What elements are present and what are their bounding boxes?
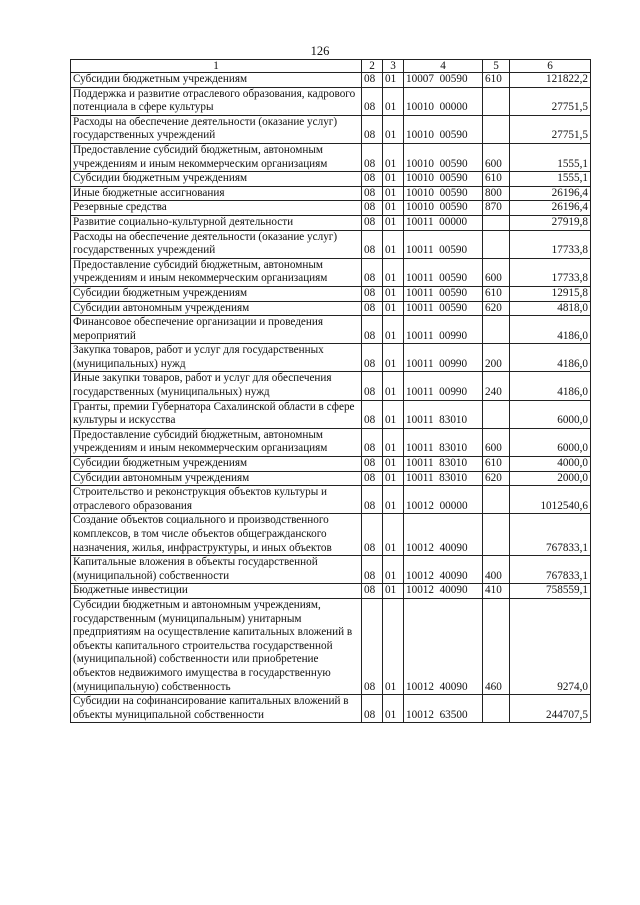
row-target-article-cell: 10011 83010 xyxy=(404,471,483,486)
row-name-cell: Поддержка и развитие отраслевого образования, кадрового потенциала в сфере культуры xyxy=(71,87,362,115)
row-section-cell: 08 xyxy=(362,186,383,201)
row-amount-cell: 27751,5 xyxy=(510,87,591,115)
row-name-cell: Строительство и реконструкция объектов культуры и отраслевого образования xyxy=(71,486,362,514)
row-expense-type-cell: 610 xyxy=(483,457,510,472)
row-target-article-cell: 10012 00000 xyxy=(404,486,483,514)
row-name-cell: Закупка товаров, работ и услуг для государственных (муниципальных) нужд xyxy=(71,344,362,372)
row-amount-cell: 1555,1 xyxy=(510,172,591,187)
row-target-article-cell: 10012 40090 xyxy=(404,584,483,599)
row-amount-cell: 4186,0 xyxy=(510,344,591,372)
row-expense-type-cell: 620 xyxy=(483,471,510,486)
row-section-cell: 08 xyxy=(362,143,383,171)
row-expense-type-cell: 870 xyxy=(483,201,510,216)
row-section-cell: 08 xyxy=(362,258,383,286)
row-name-cell: Резервные средства xyxy=(71,201,362,216)
row-subsection-cell: 01 xyxy=(383,186,404,201)
table-row xyxy=(71,172,591,187)
row-subsection-cell: 01 xyxy=(383,556,404,584)
header-col-1: 1 xyxy=(71,60,362,73)
row-section-cell: 08 xyxy=(362,316,383,344)
row-section-cell: 08 xyxy=(362,215,383,230)
row-amount-cell: 17733,8 xyxy=(510,230,591,258)
row-expense-type-cell: 610 xyxy=(483,286,510,301)
row-amount-cell: 767833,1 xyxy=(510,556,591,584)
header-col-2: 2 xyxy=(362,60,383,73)
row-target-article-cell: 10011 00590 xyxy=(404,258,483,286)
row-target-article-cell: 10011 83010 xyxy=(404,428,483,456)
row-expense-type-cell: 600 xyxy=(483,143,510,171)
row-section-cell: 08 xyxy=(362,514,383,556)
row-name-cell: Предоставление субсидий бюджетным, автономным учреждениям и иным некоммерческим организациям xyxy=(71,428,362,456)
row-section-cell: 08 xyxy=(362,286,383,301)
row-subsection-cell: 01 xyxy=(383,598,404,694)
page-number: 126 xyxy=(310,44,330,58)
row-subsection-cell: 01 xyxy=(383,344,404,372)
row-target-article-cell: 10010 00590 xyxy=(404,201,483,216)
row-expense-type-cell: 620 xyxy=(483,301,510,316)
row-amount-cell: 4186,0 xyxy=(510,316,591,344)
row-amount-cell: 6000,0 xyxy=(510,400,591,428)
row-target-article-cell: 10011 00590 xyxy=(404,286,483,301)
row-name-cell: Субсидии бюджетным учреждениям xyxy=(71,286,362,301)
row-expense-type-cell xyxy=(483,400,510,428)
header-col-4: 4 xyxy=(404,60,483,73)
row-target-article-cell: 10010 00590 xyxy=(404,186,483,201)
row-name-cell: Субсидии автономным учреждениям xyxy=(71,301,362,316)
table-row xyxy=(71,316,591,344)
row-subsection-cell: 01 xyxy=(383,73,404,88)
row-subsection-cell: 01 xyxy=(383,172,404,187)
table-row xyxy=(71,695,591,723)
row-subsection-cell: 01 xyxy=(383,400,404,428)
row-expense-type-cell xyxy=(483,87,510,115)
row-section-cell: 08 xyxy=(362,428,383,456)
row-section-cell: 08 xyxy=(362,486,383,514)
row-subsection-cell: 01 xyxy=(383,471,404,486)
table-row xyxy=(71,471,591,486)
row-expense-type-cell: 600 xyxy=(483,428,510,456)
row-target-article-cell: 10011 83010 xyxy=(404,400,483,428)
table-row xyxy=(71,344,591,372)
row-section-cell: 08 xyxy=(362,598,383,694)
row-amount-cell: 12915,8 xyxy=(510,286,591,301)
row-subsection-cell: 01 xyxy=(383,258,404,286)
row-target-article-cell: 10012 40090 xyxy=(404,598,483,694)
row-subsection-cell: 01 xyxy=(383,143,404,171)
row-section-cell: 08 xyxy=(362,471,383,486)
row-target-article-cell: 10012 63500 xyxy=(404,695,483,723)
row-target-article-cell: 10011 00990 xyxy=(404,372,483,400)
table-row xyxy=(71,73,591,88)
row-expense-type-cell: 410 xyxy=(483,584,510,599)
row-target-article-cell: 10010 00000 xyxy=(404,87,483,115)
header-col-6: 6 xyxy=(510,60,591,73)
row-expense-type-cell xyxy=(483,316,510,344)
row-amount-cell: 26196,4 xyxy=(510,201,591,216)
row-expense-type-cell: 610 xyxy=(483,172,510,187)
row-name-cell: Бюджетные инвестиции xyxy=(71,584,362,599)
row-amount-cell: 4818,0 xyxy=(510,301,591,316)
row-name-cell: Предоставление субсидий бюджетным, автономным учреждениям и иным некоммерческим организациям xyxy=(71,258,362,286)
row-section-cell: 08 xyxy=(362,695,383,723)
row-amount-cell: 2000,0 xyxy=(510,471,591,486)
row-section-cell: 08 xyxy=(362,457,383,472)
row-subsection-cell: 01 xyxy=(383,286,404,301)
row-subsection-cell: 01 xyxy=(383,514,404,556)
table-row xyxy=(71,400,591,428)
row-target-article-cell: 10011 83010 xyxy=(404,457,483,472)
row-target-article-cell: 10010 00590 xyxy=(404,172,483,187)
table-row xyxy=(71,87,591,115)
row-section-cell: 08 xyxy=(362,230,383,258)
row-amount-cell: 244707,5 xyxy=(510,695,591,723)
row-amount-cell: 4186,0 xyxy=(510,372,591,400)
row-name-cell: Иные закупки товаров, работ и услуг для обеспечения государственных (муниципальных) нужд xyxy=(71,372,362,400)
header-col-5: 5 xyxy=(483,60,510,73)
row-name-cell: Субсидии бюджетным учреждениям xyxy=(71,457,362,472)
row-name-cell: Субсидии бюджетным и автономным учреждениям, государственным (муниципальным) унитарным предприятиям на осуществление капитальных вложений в объекты капитального строительства государственной (муниципальной) собственности или приобретение объектов недвижимого имущества в государственную (муниципальную) собственность xyxy=(71,598,362,694)
row-section-cell: 08 xyxy=(362,201,383,216)
row-amount-cell: 4000,0 xyxy=(510,457,591,472)
row-target-article-cell: 10011 00990 xyxy=(404,316,483,344)
row-expense-type-cell xyxy=(483,230,510,258)
row-expense-type-cell: 600 xyxy=(483,258,510,286)
row-expense-type-cell xyxy=(483,695,510,723)
row-subsection-cell: 01 xyxy=(383,457,404,472)
row-amount-cell: 1012540,6 xyxy=(510,486,591,514)
row-amount-cell: 26196,4 xyxy=(510,186,591,201)
row-subsection-cell: 01 xyxy=(383,201,404,216)
row-subsection-cell: 01 xyxy=(383,584,404,599)
table-row xyxy=(71,457,591,472)
row-section-cell: 08 xyxy=(362,115,383,143)
row-expense-type-cell: 240 xyxy=(483,372,510,400)
row-expense-type-cell: 400 xyxy=(483,556,510,584)
row-name-cell: Расходы на обеспечение деятельности (оказание услуг) государственных учреждений xyxy=(71,230,362,258)
row-amount-cell: 9274,0 xyxy=(510,598,591,694)
table-row xyxy=(71,486,591,514)
row-amount-cell: 121822,2 xyxy=(510,73,591,88)
row-section-cell: 08 xyxy=(362,556,383,584)
row-target-article-cell: 10010 00590 xyxy=(404,143,483,171)
row-section-cell: 08 xyxy=(362,301,383,316)
row-expense-type-cell xyxy=(483,514,510,556)
row-expense-type-cell xyxy=(483,486,510,514)
row-target-article-cell: 10007 00590 xyxy=(404,73,483,88)
row-name-cell: Развитие социально-культурной деятельности xyxy=(71,215,362,230)
row-amount-cell: 27751,5 xyxy=(510,115,591,143)
row-amount-cell: 758559,1 xyxy=(510,584,591,599)
row-subsection-cell: 01 xyxy=(383,115,404,143)
row-amount-cell: 17733,8 xyxy=(510,258,591,286)
row-target-article-cell: 10010 00590 xyxy=(404,115,483,143)
table-row xyxy=(71,372,591,400)
row-subsection-cell: 01 xyxy=(383,428,404,456)
table-row xyxy=(71,286,591,301)
row-name-cell: Субсидии на софинансирование капитальных вложений в объекты муниципальной собственности xyxy=(71,695,362,723)
row-target-article-cell: 10012 40090 xyxy=(404,556,483,584)
table-row xyxy=(71,115,591,143)
row-name-cell: Субсидии автономным учреждениям xyxy=(71,471,362,486)
row-expense-type-cell: 460 xyxy=(483,598,510,694)
row-subsection-cell: 01 xyxy=(383,301,404,316)
row-section-cell: 08 xyxy=(362,73,383,88)
row-amount-cell: 6000,0 xyxy=(510,428,591,456)
table-row xyxy=(71,201,591,216)
table-row xyxy=(71,258,591,286)
row-subsection-cell: 01 xyxy=(383,215,404,230)
table-row xyxy=(71,514,591,556)
row-expense-type-cell xyxy=(483,215,510,230)
table-row xyxy=(71,556,591,584)
table-row xyxy=(71,301,591,316)
table-row xyxy=(71,186,591,201)
row-name-cell: Гранты, премии Губернатора Сахалинской области в сфере культуры и искусства xyxy=(71,400,362,428)
row-section-cell: 08 xyxy=(362,87,383,115)
row-amount-cell: 767833,1 xyxy=(510,514,591,556)
row-name-cell: Субсидии бюджетным учреждениям xyxy=(71,172,362,187)
row-name-cell: Предоставление субсидий бюджетным, автономным учреждениям и иным некоммерческим организациям xyxy=(71,143,362,171)
header-col-3: 3 xyxy=(383,60,404,73)
row-subsection-cell: 01 xyxy=(383,372,404,400)
row-target-article-cell: 10011 00590 xyxy=(404,301,483,316)
row-subsection-cell: 01 xyxy=(383,87,404,115)
row-section-cell: 08 xyxy=(362,584,383,599)
table-row xyxy=(71,230,591,258)
row-subsection-cell: 01 xyxy=(383,316,404,344)
table-body xyxy=(71,73,591,723)
row-section-cell: 08 xyxy=(362,400,383,428)
row-expense-type-cell: 200 xyxy=(483,344,510,372)
row-subsection-cell: 01 xyxy=(383,230,404,258)
row-expense-type-cell: 610 xyxy=(483,73,510,88)
row-subsection-cell: 01 xyxy=(383,695,404,723)
table-row xyxy=(71,598,591,694)
table-row xyxy=(71,215,591,230)
table-row xyxy=(71,584,591,599)
row-target-article-cell: 10011 00990 xyxy=(404,344,483,372)
table-row xyxy=(71,143,591,171)
row-name-cell: Иные бюджетные ассигнования xyxy=(71,186,362,201)
row-expense-type-cell: 800 xyxy=(483,186,510,201)
table-header-row xyxy=(71,60,591,73)
row-expense-type-cell xyxy=(483,115,510,143)
row-amount-cell: 1555,1 xyxy=(510,143,591,171)
table-row xyxy=(71,428,591,456)
row-name-cell: Финансовое обеспечение организации и проведения мероприятий xyxy=(71,316,362,344)
row-target-article-cell: 10012 40090 xyxy=(404,514,483,556)
row-name-cell: Расходы на обеспечение деятельности (оказание услуг) государственных учреждений xyxy=(71,115,362,143)
row-name-cell: Капитальные вложения в объекты государственной (муниципальной) собственности xyxy=(71,556,362,584)
row-target-article-cell: 10011 00590 xyxy=(404,230,483,258)
row-section-cell: 08 xyxy=(362,372,383,400)
row-subsection-cell: 01 xyxy=(383,486,404,514)
row-name-cell: Субсидии бюджетным учреждениям xyxy=(71,73,362,88)
row-amount-cell: 27919,8 xyxy=(510,215,591,230)
row-target-article-cell: 10011 00000 xyxy=(404,215,483,230)
row-name-cell: Создание объектов социального и производственного комплексов, в том числе объектов общегражданского назначения, жилья, инфраструктуры, и иных объектов xyxy=(71,514,362,556)
row-section-cell: 08 xyxy=(362,344,383,372)
budget-table xyxy=(70,59,591,723)
row-section-cell: 08 xyxy=(362,172,383,187)
